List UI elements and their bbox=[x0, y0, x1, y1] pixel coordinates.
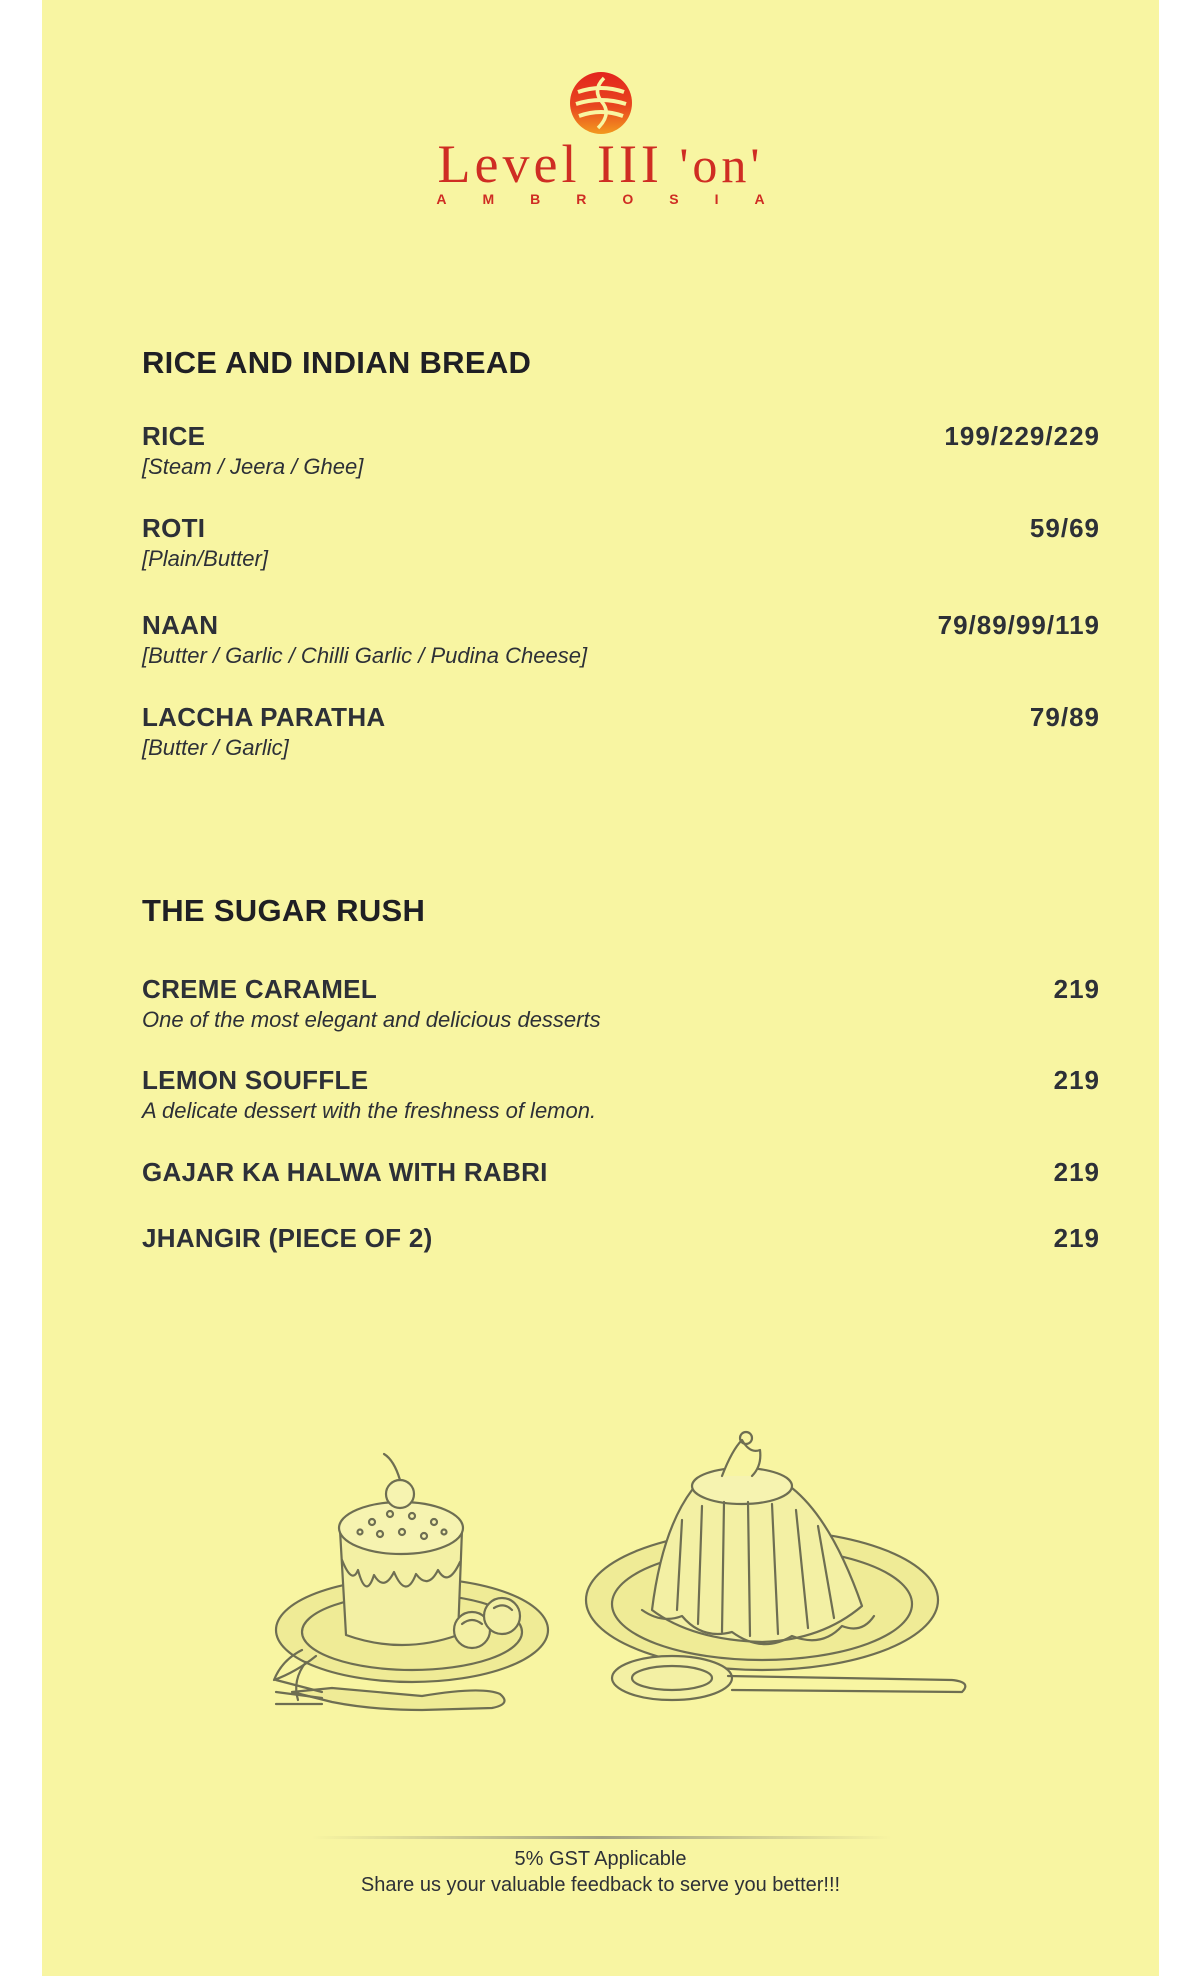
item-name: CREME CARAMEL bbox=[142, 974, 378, 1004]
footer bbox=[42, 1846, 1159, 1898]
item-price: 59/69 bbox=[1029, 513, 1100, 543]
menu-item-lemon-souffle bbox=[142, 1065, 1100, 1125]
menu-item-gajar-ka-halwa bbox=[142, 1157, 1100, 1187]
brand-subtitle: AMBROSIA bbox=[436, 191, 801, 207]
brand-name: Level III 'on' bbox=[437, 134, 764, 194]
dessert-sketch-icon bbox=[262, 1410, 1002, 1750]
item-description: [Butter / Garlic] bbox=[142, 735, 289, 760]
item-price: 79/89 bbox=[1029, 702, 1100, 732]
menu-item-rice bbox=[142, 421, 1100, 481]
footer-divider bbox=[312, 1836, 892, 1839]
section-title: RICE AND INDIAN BREAD bbox=[142, 345, 532, 380]
item-name: GAJAR KA HALWA WITH RABRI bbox=[142, 1157, 548, 1187]
item-description: [Plain/Butter] bbox=[142, 546, 268, 571]
section-rice-and-indian-bread bbox=[142, 345, 1100, 760]
item-price: 219 bbox=[1053, 1065, 1100, 1095]
item-description: A delicate dessert with the freshness of lemon. bbox=[142, 1098, 597, 1123]
menu-item-laccha-paratha bbox=[142, 702, 1100, 762]
menu-page bbox=[42, 0, 1159, 1976]
item-price: 199/229/229 bbox=[944, 421, 1100, 451]
gst-note: 5% GST Applicable bbox=[514, 1848, 687, 1870]
restaurant-logo-icon bbox=[566, 68, 636, 138]
menu-item-jhangir bbox=[142, 1223, 1100, 1253]
item-name: LEMON SOUFFLE bbox=[142, 1065, 369, 1095]
menu-item-creme-caramel bbox=[142, 974, 1100, 1034]
restaurant-logo bbox=[42, 68, 1159, 207]
item-price: 219 bbox=[1053, 974, 1100, 1004]
item-price: 79/89/99/119 bbox=[937, 610, 1100, 640]
feedback-note: Share us your valuable feedback to serve you better!!! bbox=[360, 1874, 841, 1896]
item-name: LACCHA PARATHA bbox=[142, 702, 386, 732]
item-name: JHANGIR (PIECE OF 2) bbox=[142, 1223, 433, 1253]
section-the-sugar-rush bbox=[142, 893, 1100, 1253]
item-price: 219 bbox=[1053, 1157, 1100, 1187]
item-price: 219 bbox=[1053, 1223, 1100, 1253]
item-name: RICE bbox=[142, 421, 206, 451]
item-name: ROTI bbox=[142, 513, 206, 543]
item-description: [Butter / Garlic / Chilli Garlic / Pudina Cheese] bbox=[142, 643, 588, 668]
item-description: One of the most elegant and delicious desserts bbox=[142, 1007, 601, 1032]
menu-item-roti bbox=[142, 513, 1100, 573]
item-description: [Steam / Jeera / Ghee] bbox=[142, 454, 364, 479]
item-name: NAAN bbox=[142, 610, 219, 640]
menu-item-naan bbox=[142, 610, 1100, 670]
section-title: THE SUGAR RUSH bbox=[142, 893, 426, 928]
